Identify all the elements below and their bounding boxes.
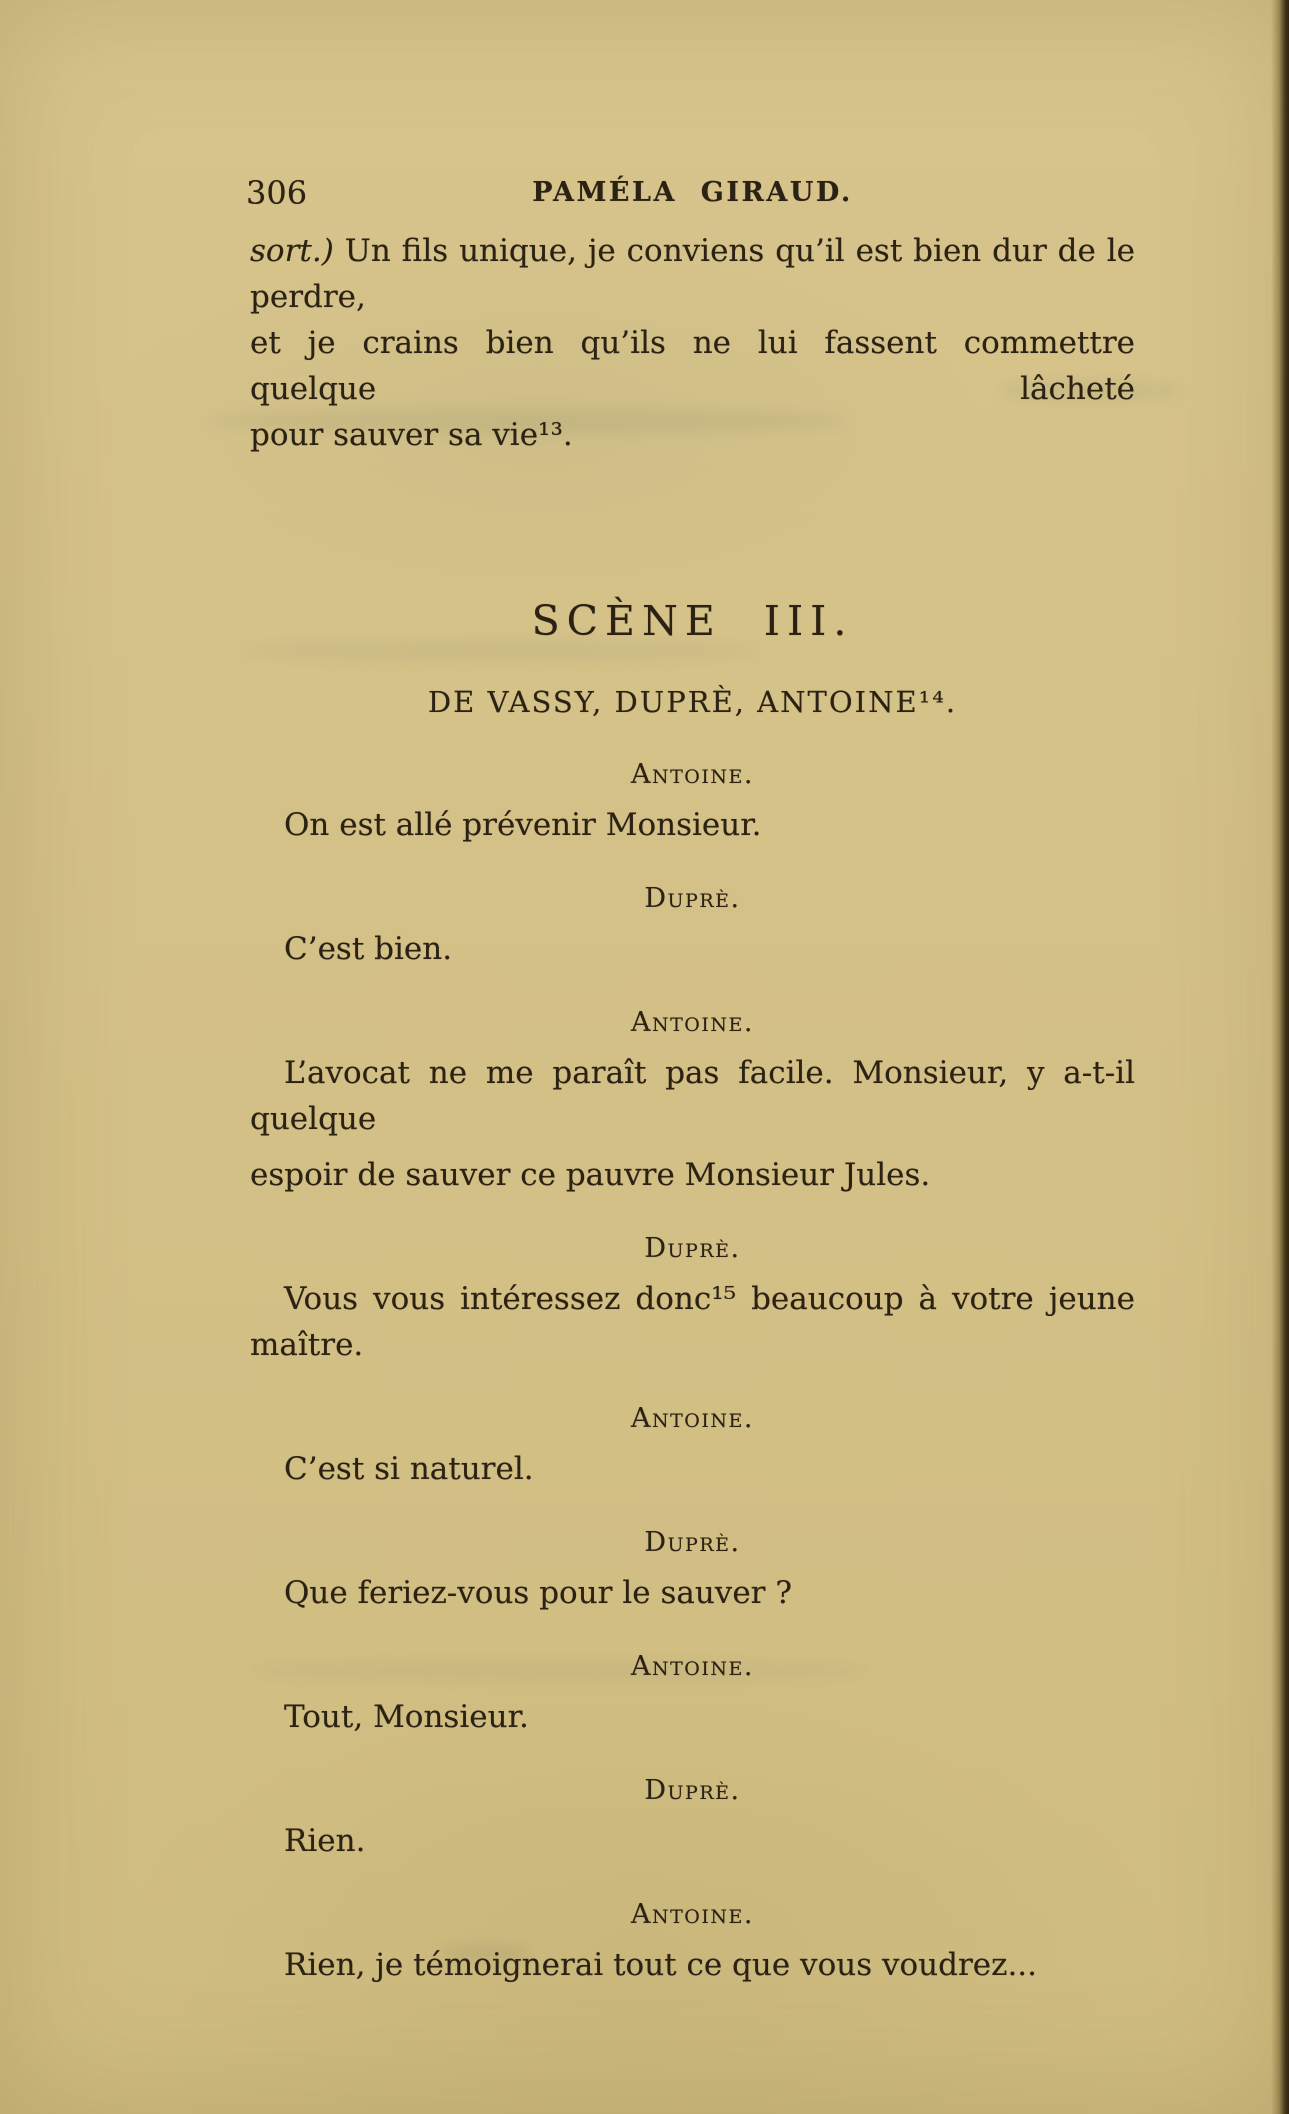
dialogue-entry [250,1650,1135,1740]
dialogue-section [250,758,1135,1988]
dialogue-entry [250,1402,1135,1492]
opening-line: pour sauver sa vie¹³. [250,417,573,453]
dialogue-line: C’est bien. [284,931,453,967]
speaker-label: Antoine. [631,1651,754,1682]
opening-line: et je crains bien qu’ils ne lui fassent commettre quelque lâcheté [250,325,1135,407]
opening-paragraph [250,228,1135,458]
dialogue-line: espoir de sauver ce pauvre Monsieur Jules. [250,1157,931,1193]
speaker-label: Antoine. [631,1899,754,1930]
page-edge-line [1271,0,1289,2114]
speaker-label: Antoine. [631,1007,754,1038]
speaker-label: Duprè. [644,1233,741,1264]
opening-line [250,228,1135,320]
dialogue-entry [250,882,1135,972]
page-header [246,174,1135,212]
text-block [246,0,1136,1988]
scene-characters: DE VASSY, DUPRÈ, ANTOINE¹⁴. [427,685,958,719]
dialogue-entry [250,1232,1135,1368]
dialogue-entry [250,1526,1135,1616]
dialogue-line: Que feriez-vous pour le sauver ? [284,1575,792,1611]
running-title: PAMÉLA GIRAUD. [532,177,853,208]
dialogue-line: Tout, Monsieur. [284,1699,529,1735]
page-number: 306 [246,174,308,212]
dialogue-line: Rien, je témoignerai tout ce que vous voudrez... [284,1947,1038,1983]
dialogue-line: On est allé prévenir Monsieur. [284,807,762,843]
speaker-label: Duprè. [644,883,741,914]
speaker-label: Antoine. [631,1403,754,1434]
dialogue-line: Rien. [284,1823,366,1859]
speaker-label: Antoine. [631,759,754,790]
dialogue-entry [250,1006,1135,1198]
stage-direction-end: sort.) [250,233,345,269]
opening-line-text: Un fils unique, je conviens qu’il est bien dur de le perdre, [250,233,1136,315]
scene-heading: SCÈNE III. [531,597,854,645]
dialogue-line: Vous vous intéressez donc¹⁵ beaucoup à votre jeune maître. [250,1281,1135,1363]
dialogue-line: C’est si naturel. [284,1451,534,1487]
speaker-label: Duprè. [644,1775,741,1806]
dialogue-entry [250,1774,1135,1864]
speaker-label: Duprè. [644,1527,741,1558]
dialogue-line: L’avocat ne me paraît pas facile. Monsieur, y a-t-il quelque [250,1055,1135,1137]
dialogue-entry [250,1898,1135,1988]
dialogue-entry [250,758,1135,848]
